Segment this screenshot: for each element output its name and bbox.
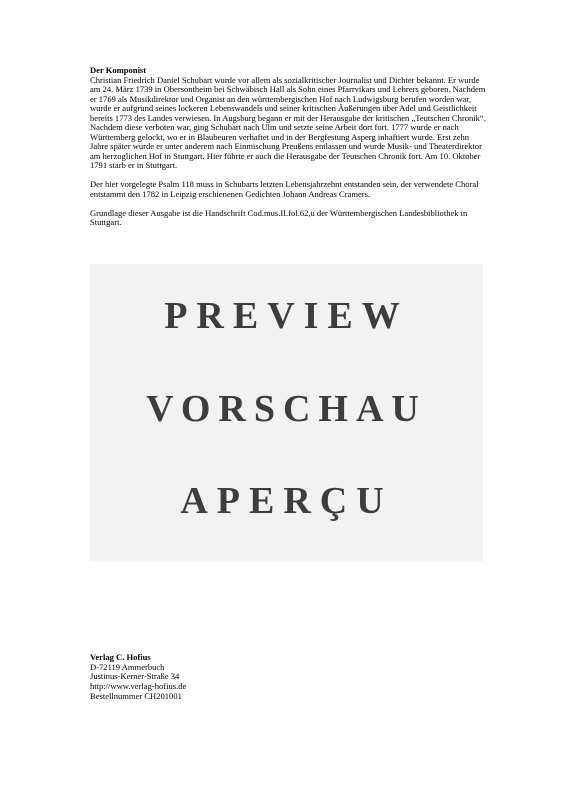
watermark-preview-text: PREVIEW: [164, 295, 409, 337]
source-manuscript-paragraph: Grundlage dieser Ausgabe ist die Handschrift Cod.mus.II.fol.62,u der Württembergischen Landesbibliothek in Stuttgart.: [90, 207, 468, 227]
order-number: Bestellnummer CH201001: [90, 690, 182, 701]
watermark-apercu-text: APERÇU: [180, 480, 393, 522]
watermark-vorschau-text: VORSCHAU: [146, 388, 427, 430]
composer-heading: Der Komponist: [90, 65, 147, 75]
publisher-website-link[interactable]: http://www.verlag-hofius.de: [90, 681, 187, 692]
publisher-city: D-72119 Ammerbuch: [90, 661, 165, 672]
composer-biography-paragraph: Christian Friedrich Daniel Schubart wurde vor allem als sozialkritischer Journalist und Dichter bekannt. Er wurde am 24. März 1739 in Obersontheim bei Schwäbisch Hall als Sohn eines Pfarrvikars und Lehrers geboren. Nachdem er 1769 als Musikdirektor und Organist an den württembergischen Hof nach Ludwigsburg berufen worden war, wurde er aufgrund seines lockeren Lebenswandels und seiner kritischen Äußerungen über Adel und Geistlichkeit bereits 1773 des Landes verwiesen. In Augsburg begann er mit der Herausgabe der kritischen „Teutschen Chronik“. Nachdem diese verboten war, ging Schubart nach Ulm und setzte seine Arbeit dort fort. 1777 wurde er nach Württemberg gelockt, wo er in Blaubeuren verhaftet und in der Bergfestung Asperg inhaftiert wurde. Erst zehn Jahre später wurde er unter anderem nach Einmischung Preußens entlassen und wurde Musik- und Theaterdirektor am herzoglichen Hof in Stuttgart. Hier führte er auch die Herausgabe der Teutschen Chronik fort. Am 10. Oktober 1791 starb er in Stuttgart.: [90, 74, 486, 170]
publisher-name: Verlag C. Hofius: [90, 652, 151, 662]
composer-section: [90, 66, 488, 237]
psalm-origin-paragraph: Der hier vorgelegte Psalm 118 muss in Schubarts letzten Lebensjahrzehnt entstanden sein, der verwendete Choral entstammt den 1782 in Leipzig erschienenen Gedichten Johann Andreas Cramers.: [90, 179, 479, 199]
publisher-info: [90, 653, 186, 702]
preview-watermark: [90, 264, 483, 561]
publisher-street: Justinus-Kerner-Straße 34: [90, 671, 180, 682]
